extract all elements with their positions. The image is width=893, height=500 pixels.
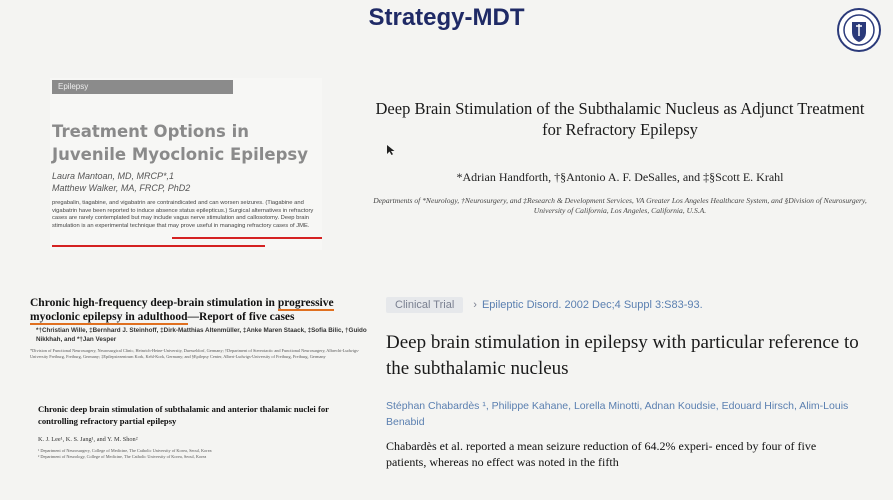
paper-authors — [52, 170, 190, 194]
paper-title: Treatment Options in Juvenile Myoclonic Epilepsy — [52, 122, 309, 164]
chevron-right-icon: › — [473, 299, 477, 311]
summary-text: Chabardès et al. reported a mean seizure reduction of 64.2% experi- enced by four of five patients, whereas no effect was noted in the fifth — [386, 439, 817, 469]
paper-title: Chronic deep brain stimulation of subthalamic and anterior thalamic nuclei for controlling refractory partial epilepsy — [38, 404, 329, 426]
topic-bar: Epilepsy — [52, 80, 233, 94]
paper-paragraph: pregabalin, tiagabine, and vigabatrin are contraindicated and can worsen seizures. (Tiagabine and vigabatrin have been reported to induce absence status epilepticus.) Surgical alternatives in refractory cases are rarely contemplated but may include vagus nerve stimulation and callosotomy. Deep brain stimulation is an experimental technique that may prove useful in managing refractory cases of JME. — [52, 200, 314, 229]
paper-affiliation: *Division of Functional Neurosurgery, Neurosurgical Clinic, Heinrich-Heine-University, Duesseldorf, Germany; †Department of Stereotactic and Functional Neurosurgery, Albrecht-Ludwigs-University Freiburg, Freiburg, Germany; ‡Epilepsiezentrum Kork, Kehl-Kork, Germany; and §Epilepsy Center, Albert-Ludwigs-University of Freiburg, Freiburg, Germany — [30, 348, 360, 359]
paper-affiliation: Departments of *Neurology, †Neurosurgery, and ‡Research & Development Services, VA Greater Los Angeles Healthcare System, and §Division of Neurosurgery, University of California, Los Angeles, California, U.S.A. — [373, 196, 867, 215]
author-links[interactable]: Stéphan Chabardès ¹, Philippe Kahane, Lorella Minotti, Adnan Koudsie, Edouard Hirsch, Alim-Louis Benabid — [386, 400, 849, 428]
paper-title: Deep brain stimulation in epilepsy with particular reference to the subthalamic nucleus — [386, 332, 859, 379]
paper-clip-stn-adjunct — [370, 98, 870, 216]
journal-citation-link[interactable]: Epileptic Disord. 2002 Dec;4 Suppl 3:S83-93. — [481, 299, 703, 311]
paper-clip-jme — [50, 78, 322, 250]
paper-title — [30, 296, 375, 324]
affiliation-line: ¹ Department of Neurosurgery, College of Medicine, The Catholic University of Korea, Seoul, Korea — [38, 448, 212, 453]
pubmed-clip — [386, 296, 866, 470]
paper-affiliation — [38, 448, 368, 460]
title-text: Chronic high-frequency deep-brain stimulation in — [30, 297, 278, 309]
red-underline — [52, 245, 265, 247]
paper-authors: *†Christian Wille, ‡Bernhard J. Steinhoff, ‡Dirk-Matthias Altenmüller, ‡Anke Maren Staack, ‡Sofia Bilic, †Guido Nikkhah, and *†Jan Vesper — [36, 327, 367, 343]
red-underline — [172, 237, 322, 239]
publication-type-badge[interactable]: Clinical Trial — [386, 297, 463, 313]
author-line: Matthew Walker, MA, FRCP, PhD2 — [52, 183, 191, 193]
paper-authors: K. J. Lee¹, K. S. Jang¹, and Y. M. Shon² — [38, 436, 138, 443]
paper-clip-pme — [30, 296, 375, 359]
title-highlight: myoclonic epilepsy in adulthood — [30, 311, 188, 323]
affiliation-line: ² Department of Neurology, College of Medicine, The Catholic University of Korea, Seoul, Korea — [38, 453, 207, 459]
author-line: Laura Mantoan, MD, MRCP*,1 — [52, 171, 175, 181]
title-text: —Report of five cases — [187, 311, 295, 323]
title-highlight: progressive — [277, 297, 334, 309]
university-seal-icon — [837, 8, 881, 52]
slide-title: Strategy-MDT — [368, 4, 525, 31]
paper-clip-anterior-thalamic — [38, 404, 368, 460]
paper-authors: *Adrian Handforth, †§Antonio A. F. DeSalles, and ‡§Scott E. Krahl — [456, 170, 784, 184]
mouse-cursor-icon — [386, 144, 396, 156]
paper-title: Deep Brain Stimulation of the Subthalamic Nucleus as Adjunct Treatment for Refractory Epilepsy — [375, 99, 865, 139]
citation-row — [386, 296, 866, 314]
